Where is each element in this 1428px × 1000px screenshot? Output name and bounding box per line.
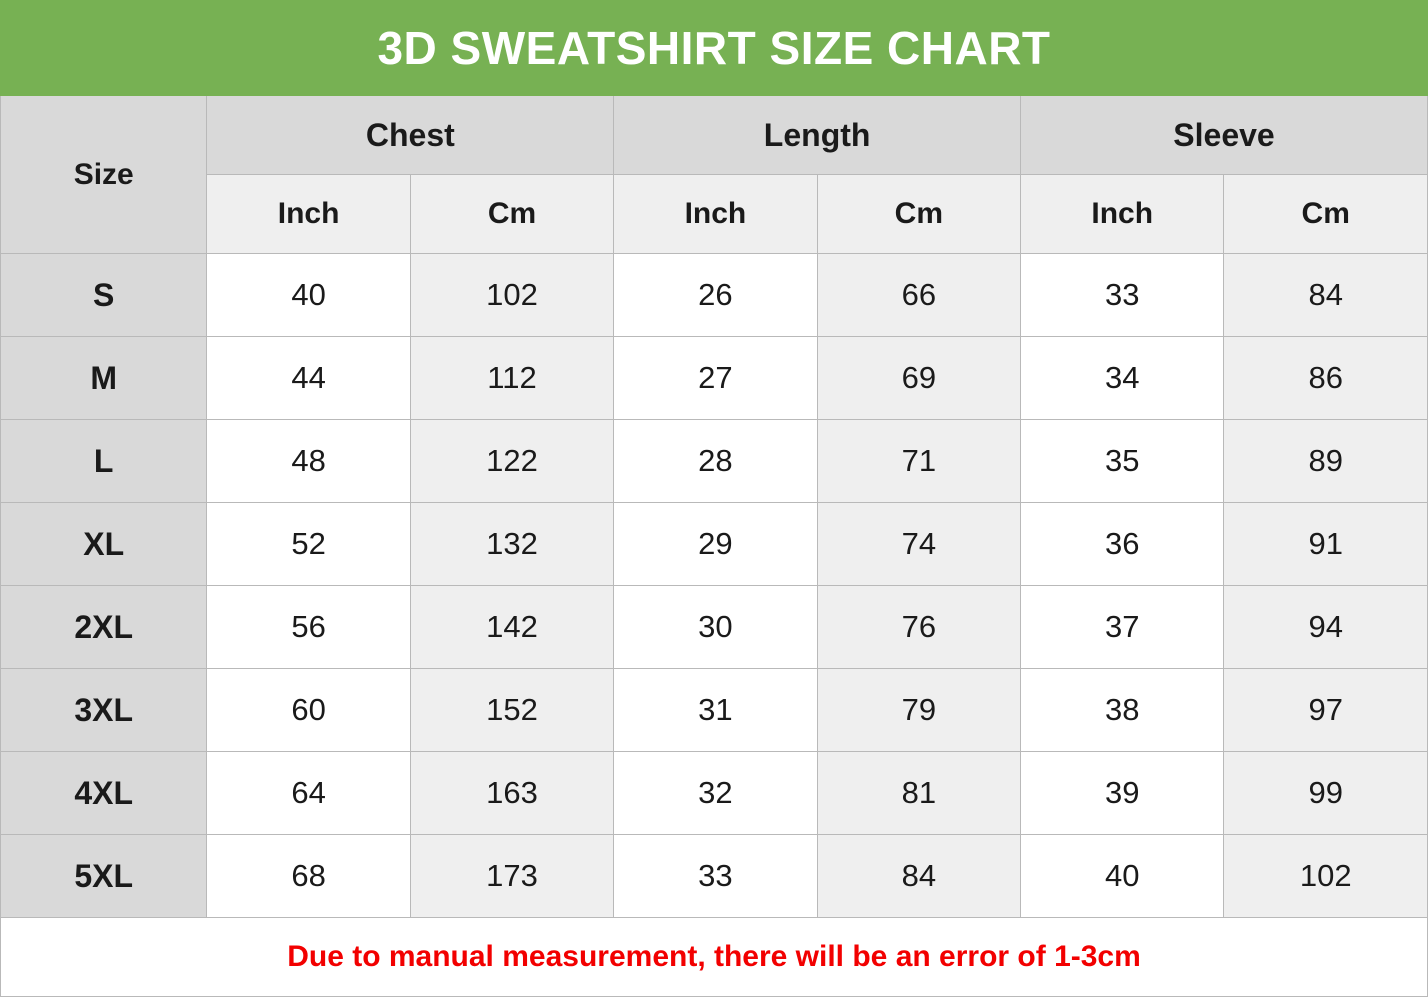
cell-sleeve-inch: 39 <box>1021 752 1224 835</box>
cell-sleeve-cm: 97 <box>1224 669 1428 752</box>
cell-chest-inch: 48 <box>207 420 410 503</box>
table-row <box>1 503 1428 586</box>
column-header-chest: Chest <box>207 96 614 175</box>
page-title: 3D SWEATSHIRT SIZE CHART <box>1 1 1428 96</box>
cell-chest-inch: 64 <box>207 752 410 835</box>
table-row <box>1 337 1428 420</box>
cell-chest-cm: 173 <box>410 835 613 918</box>
table-row <box>1 254 1428 337</box>
cell-length-cm: 66 <box>817 254 1020 337</box>
unit-header-length-cm: Cm <box>817 175 1020 254</box>
table-title-row <box>1 1 1428 96</box>
cell-chest-inch: 52 <box>207 503 410 586</box>
cell-sleeve-cm: 86 <box>1224 337 1428 420</box>
cell-chest-inch: 44 <box>207 337 410 420</box>
unit-header-chest-cm: Cm <box>410 175 613 254</box>
cell-length-inch: 32 <box>614 752 817 835</box>
cell-length-cm: 71 <box>817 420 1020 503</box>
cell-sleeve-inch: 37 <box>1021 586 1224 669</box>
cell-length-inch: 33 <box>614 835 817 918</box>
unit-header-sleeve-cm: Cm <box>1224 175 1428 254</box>
cell-length-cm: 84 <box>817 835 1020 918</box>
cell-sleeve-inch: 36 <box>1021 503 1224 586</box>
cell-sleeve-cm: 99 <box>1224 752 1428 835</box>
cell-length-cm: 74 <box>817 503 1020 586</box>
cell-length-inch: 28 <box>614 420 817 503</box>
cell-chest-cm: 142 <box>410 586 613 669</box>
row-size-label: 2XL <box>1 586 207 669</box>
cell-sleeve-inch: 35 <box>1021 420 1224 503</box>
cell-length-inch: 30 <box>614 586 817 669</box>
table-row <box>1 752 1428 835</box>
cell-length-cm: 79 <box>817 669 1020 752</box>
cell-chest-cm: 152 <box>410 669 613 752</box>
unit-header-length-inch: Inch <box>614 175 817 254</box>
row-size-label: M <box>1 337 207 420</box>
column-header-size: Size <box>1 96 207 254</box>
cell-sleeve-inch: 34 <box>1021 337 1224 420</box>
cell-chest-inch: 68 <box>207 835 410 918</box>
cell-sleeve-inch: 33 <box>1021 254 1224 337</box>
table-row <box>1 669 1428 752</box>
unit-header-chest-inch: Inch <box>207 175 410 254</box>
column-header-length: Length <box>614 96 1021 175</box>
table-row <box>1 420 1428 503</box>
cell-sleeve-cm: 102 <box>1224 835 1428 918</box>
cell-chest-inch: 40 <box>207 254 410 337</box>
row-size-label: 4XL <box>1 752 207 835</box>
cell-sleeve-cm: 89 <box>1224 420 1428 503</box>
cell-length-inch: 27 <box>614 337 817 420</box>
measurement-note: Due to manual measurement, there will be an error of 1-3cm <box>1 918 1428 997</box>
cell-length-cm: 76 <box>817 586 1020 669</box>
cell-length-inch: 29 <box>614 503 817 586</box>
table-note-row <box>1 918 1428 997</box>
table-row <box>1 586 1428 669</box>
row-size-label: L <box>1 420 207 503</box>
row-size-label: 5XL <box>1 835 207 918</box>
cell-chest-cm: 132 <box>410 503 613 586</box>
cell-chest-cm: 112 <box>410 337 613 420</box>
row-size-label: S <box>1 254 207 337</box>
table-unit-header-row <box>1 175 1428 254</box>
table-group-header-row <box>1 96 1428 175</box>
cell-sleeve-cm: 84 <box>1224 254 1428 337</box>
cell-length-cm: 69 <box>817 337 1020 420</box>
cell-sleeve-inch: 40 <box>1021 835 1224 918</box>
cell-chest-inch: 56 <box>207 586 410 669</box>
row-size-label: 3XL <box>1 669 207 752</box>
unit-header-sleeve-inch: Inch <box>1021 175 1224 254</box>
cell-sleeve-cm: 91 <box>1224 503 1428 586</box>
cell-chest-inch: 60 <box>207 669 410 752</box>
cell-sleeve-inch: 38 <box>1021 669 1224 752</box>
cell-length-inch: 31 <box>614 669 817 752</box>
cell-sleeve-cm: 94 <box>1224 586 1428 669</box>
cell-chest-cm: 102 <box>410 254 613 337</box>
cell-chest-cm: 163 <box>410 752 613 835</box>
cell-length-inch: 26 <box>614 254 817 337</box>
cell-length-cm: 81 <box>817 752 1020 835</box>
column-header-sleeve: Sleeve <box>1021 96 1428 175</box>
cell-chest-cm: 122 <box>410 420 613 503</box>
row-size-label: XL <box>1 503 207 586</box>
table-row <box>1 835 1428 918</box>
